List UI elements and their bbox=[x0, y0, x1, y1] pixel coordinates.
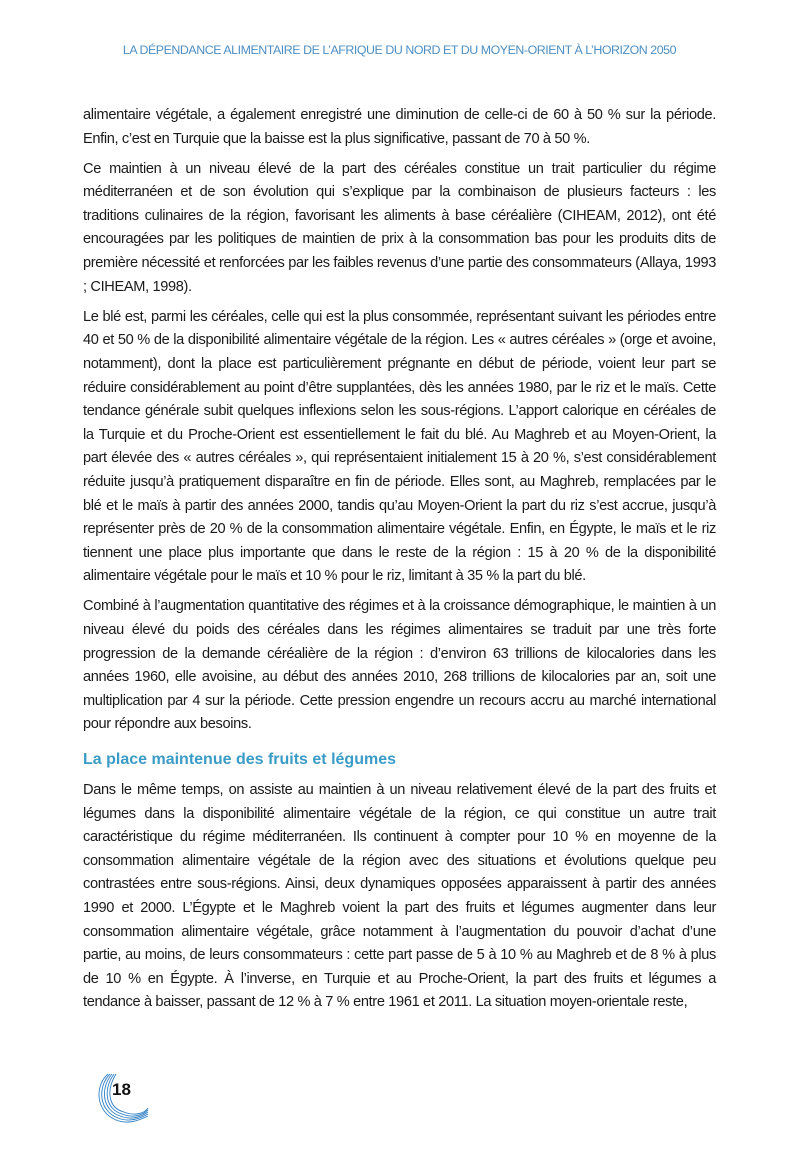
page-number: 18 bbox=[112, 1080, 131, 1099]
paragraph: alimentaire végétale, a également enregistré une diminution de celle-ci de 60 à 50 % sur la période. Enfin, c’est en Turquie que la baisse est la plus significative, passant de 70 à 50 %. bbox=[83, 107, 716, 147]
paragraph: Dans le même temps, on assiste au maintien à un niveau relativement élevé de la part des fruits et légumes dans la disponibilité alimentaire végétale de la région, ce qui constitue un autre trait caractéristique du régime méditerranéen. Ils continuent à compter pour 10 % en moyenne de la consommation alimentaire végétale de la région avec des situations et évolutions quelque peu contrastées entre sous-régions. Ainsi, deux dynamiques opposées apparaissent à partir des années 1990 et 2000. L’Égypte et le Maghreb voient la part des fruits et légumes augmenter dans leur consommation alimentaire végétale, grâce notamment à l’augmentation du pouvoir d’achat d’une partie, au moins, de leurs consommateurs : cette part passe de 5 à 10 % au Maghreb et de 8 % à plus de 10 % en Égypte. À l’inverse, en Turquie et au Proche-Orient, la part des fruits et légumes a tendance à baisser, passant de 12 % à 7 % entre 1961 et 2011. La situation moyen-orientale reste, bbox=[83, 781, 716, 1011]
paragraph: Combiné à l’augmentation quantitative des régimes et à la croissance démographique, le maintien à un niveau élevé du poids des céréales dans les régimes alimentaires se traduit par une très forte progression de la demande céréalière de la région : d’environ 63 trillions de kilocalories dans les années 1960, elle avoisine, au début des années 2010, 268 trillions de kilocalories par an, soit une multiplication par 4 sur la période. Cette pression engendre un recours accru au marché international pour répondre aux besoins. bbox=[83, 598, 716, 733]
paragraph: Le blé est, parmi les céréales, celle qui est la plus consommée, représentant suivant les périodes entre 40 et 50 % de la disponibilité alimentaire végétale de la région. Les « autres céréales » (orge et avoine, notamment), dont la place est particulièrement prégnante en début de période, voient leur part se réduire considérablement au point d’être supplantées, dès les années 1980, par le riz et le maïs. Cette tendance générale subit quelques inflexions selon les sous-régions. L’apport calorique en céréales de la Turquie et du Proche-Orient est essentiellement le fait du blé. Au Maghreb et au Moyen-Orient, la part élevée des « autres céréales », qui représentaient initialement 15 à 20 %, s’est considérablement réduite jusqu’à pratiquement disparaître en fin de période. Elles sont, au Maghreb, remplacées par le blé et le maïs à partir des années 2000, tandis qu’au Moyen-Orient la part du riz s’est accrue, jusqu’à représenter près de 20 % de la consommation alimentaire végétale. Enfin, en Égypte, le maïs et le riz tiennent une place plus importante que dans le reste de la région : 15 à 20 % de la disponibilité alimentaire végétale pour le maïs et 10 % pour le riz, limitant à 35 % la part du blé. bbox=[83, 308, 716, 585]
section-heading: La place maintenue des fruits et légumes bbox=[83, 750, 396, 768]
running-header: LA DÉPENDANCE ALIMENTAIRE DE L’AFRIQUE DU NORD ET DU MOYEN-ORIENT À L’HORIZON 2050 bbox=[122, 43, 677, 57]
page-body bbox=[83, 104, 716, 1021]
paragraph: Ce maintien à un niveau élevé de la part des céréales constitue un trait particulier du régime méditerranéen et de son évolution qui s’explique par la combinaison de plusieurs facteurs : les traditions culinaires de la région, favorisant les aliments à base céréalière (CIHEAM, 2012), ont été encouragées par les politiques de maintien de prix à la consommation bas pour les produits dits de première nécessité et renforcées par les faibles revenus d’une partie des consommateurs (Allaya, 1993 ; CIHEAM, 1998). bbox=[83, 160, 716, 295]
